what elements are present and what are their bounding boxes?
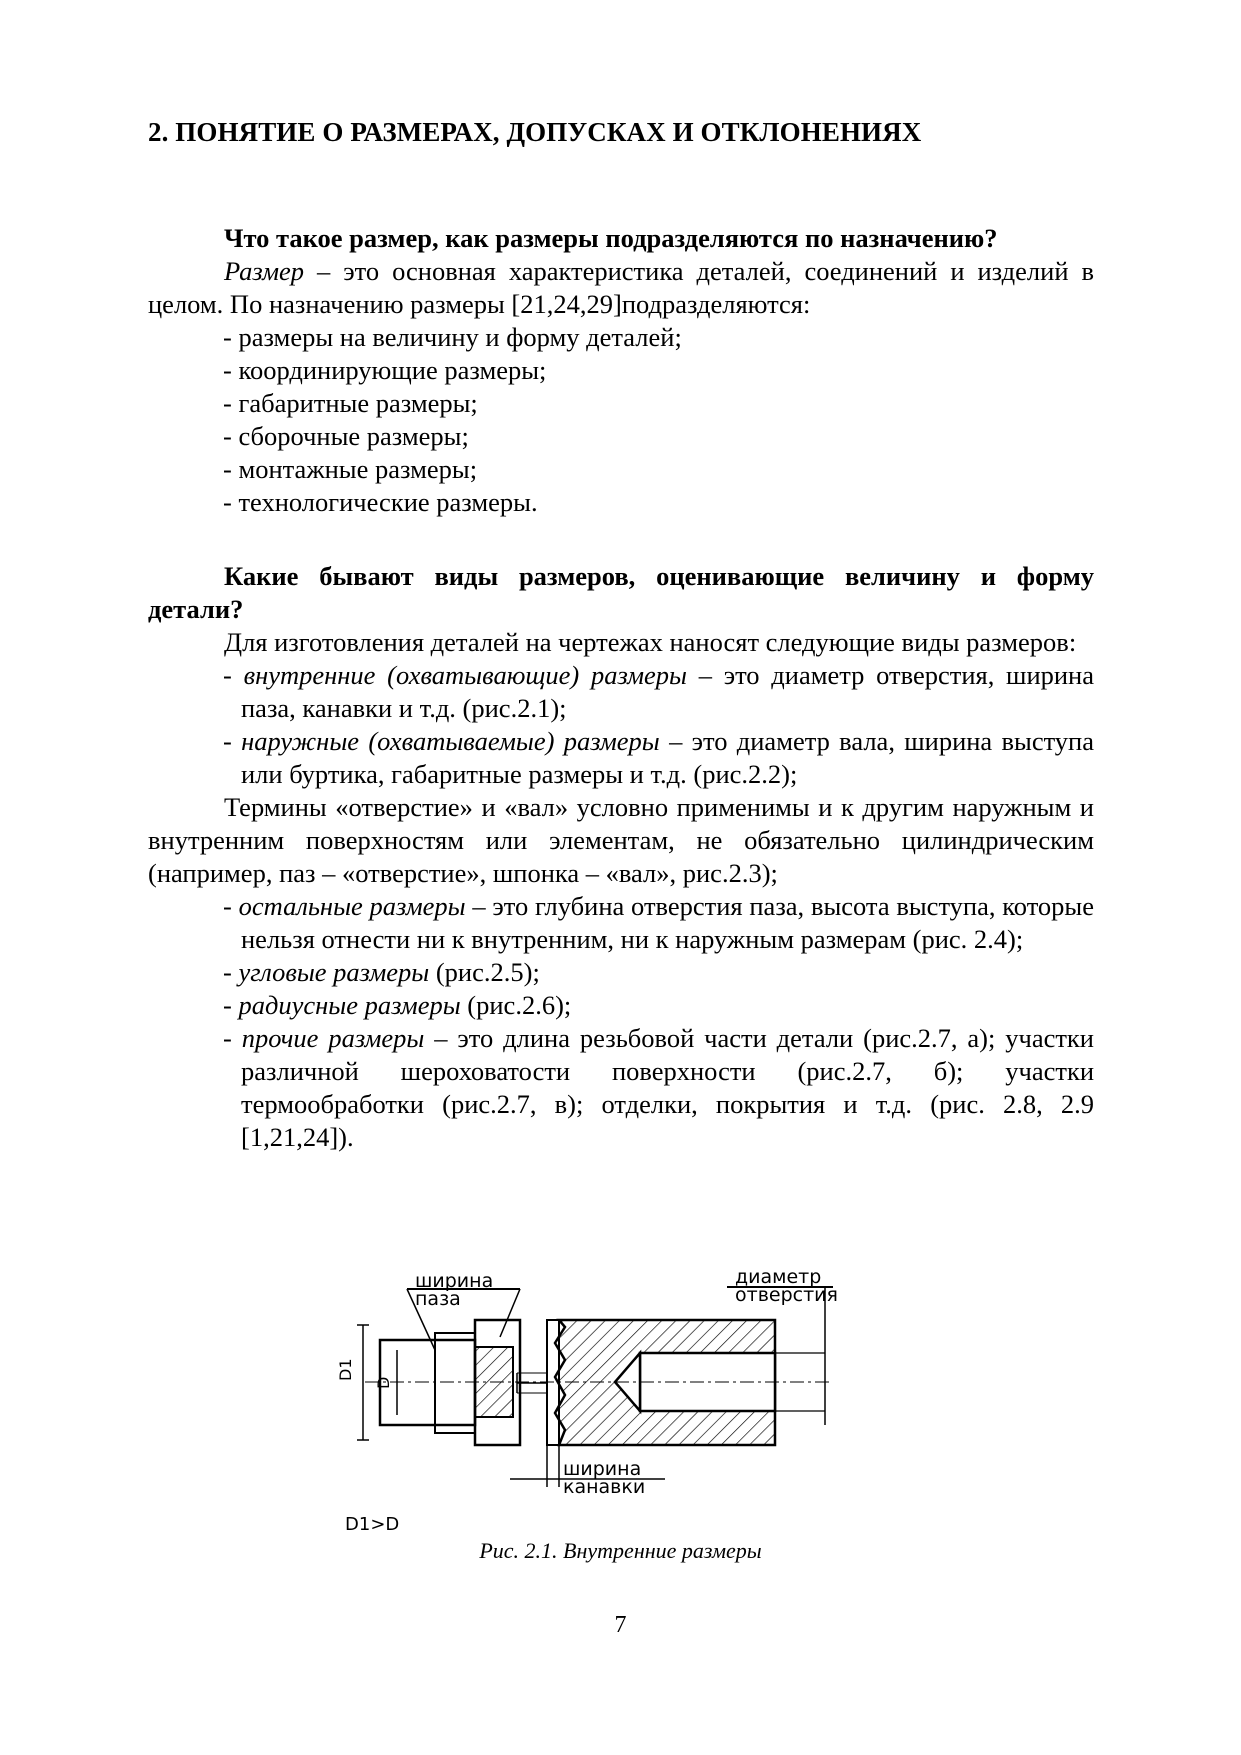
list-item: - габаритные размеры; [223, 388, 478, 418]
question-heading: Что такое размер, как размеры подразделяются по назначению? [224, 223, 998, 253]
question-heading: Какие бывают виды размеров, оценивающие величину и форму детали? [148, 561, 1094, 624]
hole-diameter-label-line2: отверстия [735, 1284, 838, 1306]
size-types-list-a [148, 659, 1094, 791]
paragraph [148, 255, 1094, 321]
term: Размер [224, 256, 305, 286]
purpose-list [148, 321, 1094, 519]
list-item: - радиусные размеры (рис.2.6); [223, 990, 572, 1020]
list-item: - монтажные размеры; [223, 454, 478, 484]
d1-greater-d-label: D1>D [345, 1514, 400, 1535]
hole-diameter-label-line1: диаметр [735, 1266, 822, 1288]
list-item: - наружные (охватываемые) размеры – это диаметр вала, ширина выступа или буртика, габаритные размеры и т.д. (рис.2.2); [223, 726, 1094, 789]
section-sizes-purpose [148, 222, 1094, 519]
d1-label: D1 [336, 1358, 355, 1381]
paragraph: Для изготовления деталей на чертежах наносят следующие виды размеров: [224, 627, 1077, 657]
slot-width-label-line2: паза [415, 1288, 461, 1310]
size-types-list-b [148, 890, 1094, 1154]
internal-dimensions-figure [335, 1265, 935, 1535]
groove-width-label-line2: канавки [563, 1476, 646, 1498]
list-item: - внутренние (охватывающие) размеры – это диаметр отверстия, ширина паза, канавки и т.д. (рис.2.1); [223, 660, 1095, 723]
list-item: - остальные размеры – это глубина отверстия паза, высота выступа, которые нельзя отнести ни к внутренним, ни к наружным размерам (рис. 2.4); [223, 891, 1094, 954]
definition-text: – это основная характеристика деталей, соединений и изделий в целом. По назначению размеры [21,24,29]подразделяются: [148, 256, 1094, 319]
list-item: - угловые размеры (рис.2.5); [223, 957, 540, 987]
chapter-title: 2. ПОНЯТИЕ О РАЗМЕРАХ, ДОПУСКАХ И ОТКЛОНЕНИЯХ [148, 117, 922, 147]
section-size-types [148, 560, 1094, 1154]
paragraph: Термины «отверстие» и «вал» условно применимы и к другим наружным и внутренним поверхностям или элементам, не обязательно цилиндрическим (например, паз – «отверстие», шпонка – «вал», рис.2.3); [148, 792, 1094, 888]
list-item: - прочие размеры – это длина резьбовой части детали (рис.2.7, а); участки различной шероховатости поверхности (рис.2.7, б); участки термообработки (рис.2.7, в); отделки, покрытия и т.д. (рис. 2.8, 2.9 [1,21,24]). [223, 1023, 1094, 1152]
list-item: - координирующие размеры; [223, 355, 547, 385]
slot-width-label-line1: ширина [415, 1270, 494, 1292]
list-item: - размеры на величину и форму деталей; [223, 322, 682, 352]
groove-width-label-line1: ширина [563, 1458, 642, 1480]
list-item: - сборочные размеры; [223, 421, 469, 451]
list-item: - технологические размеры. [223, 487, 538, 517]
figure-caption: Рис. 2.1. Внутренние размеры [479, 1538, 762, 1563]
page-number: 7 [614, 1612, 627, 1638]
d-label: D [374, 1376, 393, 1389]
